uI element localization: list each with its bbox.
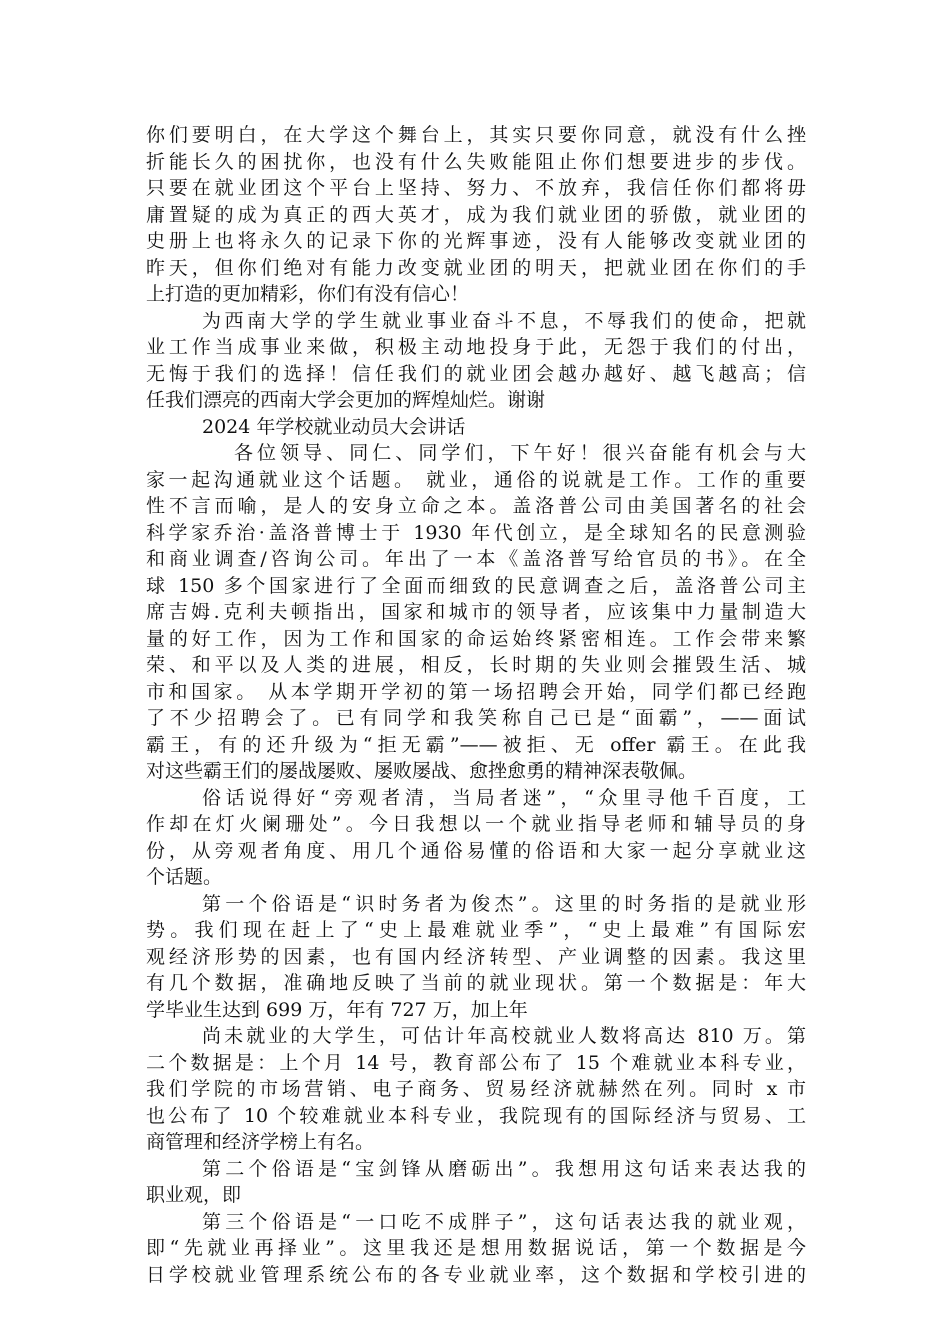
text-line: 任我们漂亮的西南大学会更加的辉煌灿烂。谢谢	[146, 389, 546, 411]
text-line: 昨天，但你们绝对有能力改变就业团的明天，把就业团在你们的手	[146, 256, 806, 279]
text-line: 商管理和经济学榜上有名。	[146, 1131, 375, 1153]
text-line: 观经济形势的因素，也有国内经济转型、产业调整的因素。我这里	[146, 945, 806, 968]
text-line: 俗话说得好“旁观者清，当局者迷”，“众里寻他千百度，工	[202, 786, 806, 809]
text-line: 霸王，有的还升级为“拒无霸”——被拒、无 offer 霸王。在此我	[146, 733, 806, 756]
text-line: 第一个俗语是“识时务者为俊杰”。这里的时务指的是就业形	[202, 892, 806, 915]
text-line: 了不少招聘会了。已有同学和我笑称自己已是“面霸”，——面试	[146, 707, 806, 729]
text-line: 席吉姆.克利夫顿指出，国家和城市的领导者，应该集中力量制造大	[146, 601, 806, 623]
text-line: 科学家乔治·盖洛普博士于 1930 年代创立，是全球知名的民意测验	[146, 521, 806, 544]
text-line: 职业观，即	[146, 1184, 242, 1206]
text-line: 量的好工作，因为工作和国家的命运始终紧密相连。工作会带来繁	[146, 627, 806, 650]
text-line: 为西南大学的学生就业事业奋斗不息，不辱我们的使命，把就	[202, 309, 806, 332]
text-line: 个话题。	[146, 866, 223, 888]
text-line: 二个数据是：上个月 14 号，教育部公布了 15 个难就业本科专业，	[146, 1051, 806, 1074]
text-line: 也公布了 10 个较难就业本科专业，我院现有的国际经济与贸易、工	[146, 1104, 806, 1127]
text-line: 对这些霸王们的屡战屡败、屡败屡战、愈挫愈勇的精神深表敬佩。	[146, 760, 698, 782]
text-line: 球 150 多个国家进行了全面而细致的民意调查之后，盖洛普公司主	[146, 574, 806, 597]
text-line: 性不言而喻，是人的安身立命之本。盖洛普公司由美国著名的社会	[146, 495, 806, 517]
text-line: 即“先就业再择业”。这里我还是想用数据说话，第一个数据是今	[146, 1237, 806, 1259]
text-line: 只要在就业团这个平台上坚持、努力、不放弃，我信任你们都将毋	[146, 177, 806, 199]
text-line: 史册上也将永久的记录下你的光辉事迹，没有人能够改变就业团的	[146, 230, 806, 252]
text-line: 份，从旁观者角度、用几个通俗易懂的俗语和大家一起分享就业这	[146, 839, 806, 862]
text-line: 和商业调查/咨询公司。年出了一本《盖洛普写给官员的书》。在全	[146, 548, 806, 570]
section-title: 2024 年学校就业动员大会讲话	[202, 415, 466, 438]
text-line: 折能长久的困扰你，也没有什么失败能阻止你们想要进步的步伐。	[146, 150, 806, 173]
text-line: 我们学院的市场营销、电子商务、贸易经济就赫然在列。同时 x 市	[146, 1078, 806, 1100]
text-line: 上打造的更加精彩，你们有没有信心！	[146, 283, 470, 305]
text-line: 第三个俗语是“一口吃不成胖子”，这句话表达我的就业观，	[202, 1210, 806, 1233]
document-body	[146, 122, 806, 1288]
text-line: 庸置疑的成为真正的西大英才，成为我们就业团的骄傲，就业团的	[146, 203, 806, 226]
text-line: 有几个数据，准确地反映了当前的就业现状。第一个数据是：年大	[146, 972, 806, 994]
text-line: 尚未就业的大学生，可估计年高校就业人数将高达 810 万。第	[202, 1025, 806, 1047]
text-line: 日学校就业管理系统公布的各专业就业率，这个数据和学校引进的	[146, 1263, 806, 1286]
text-line: 各位领导、同仁、同学们，下午好！很兴奋能有机会与大	[234, 442, 806, 464]
text-line: 第二个俗语是“宝剑锋从磨砺出”。我想用这句话来表达我的	[202, 1157, 806, 1180]
text-line: 无悔于我们的选择！信任我们的就业团会越办越好、越飞越高；信	[146, 362, 806, 385]
text-line: 作却在灯火阑珊处”。今日我想以一个就业指导老师和辅导员的身	[146, 813, 806, 835]
text-line: 荣、和平以及人类的进展，相反，长时期的失业则会摧毁生活、城	[146, 654, 806, 676]
text-line: 学毕业生达到 699 万，年有 727 万，加上年	[146, 998, 528, 1021]
text-line: 业工作当成事业来做，积极主动地投身于此，无怨于我们的付出，	[146, 336, 806, 358]
text-line: 市和国家。 从本学期开学初的第一场招聘会开始，同学们都已经跑	[146, 680, 806, 703]
text-line: 你们要明白，在大学这个舞台上，其实只要你同意，就没有什么挫	[146, 124, 806, 146]
text-line: 势。我们现在赶上了“史上最难就业季”，“史上最难”有国际宏	[146, 919, 806, 941]
text-line: 家一起沟通就业这个话题。 就业，通俗的说就是工作。工作的重要	[146, 468, 806, 491]
